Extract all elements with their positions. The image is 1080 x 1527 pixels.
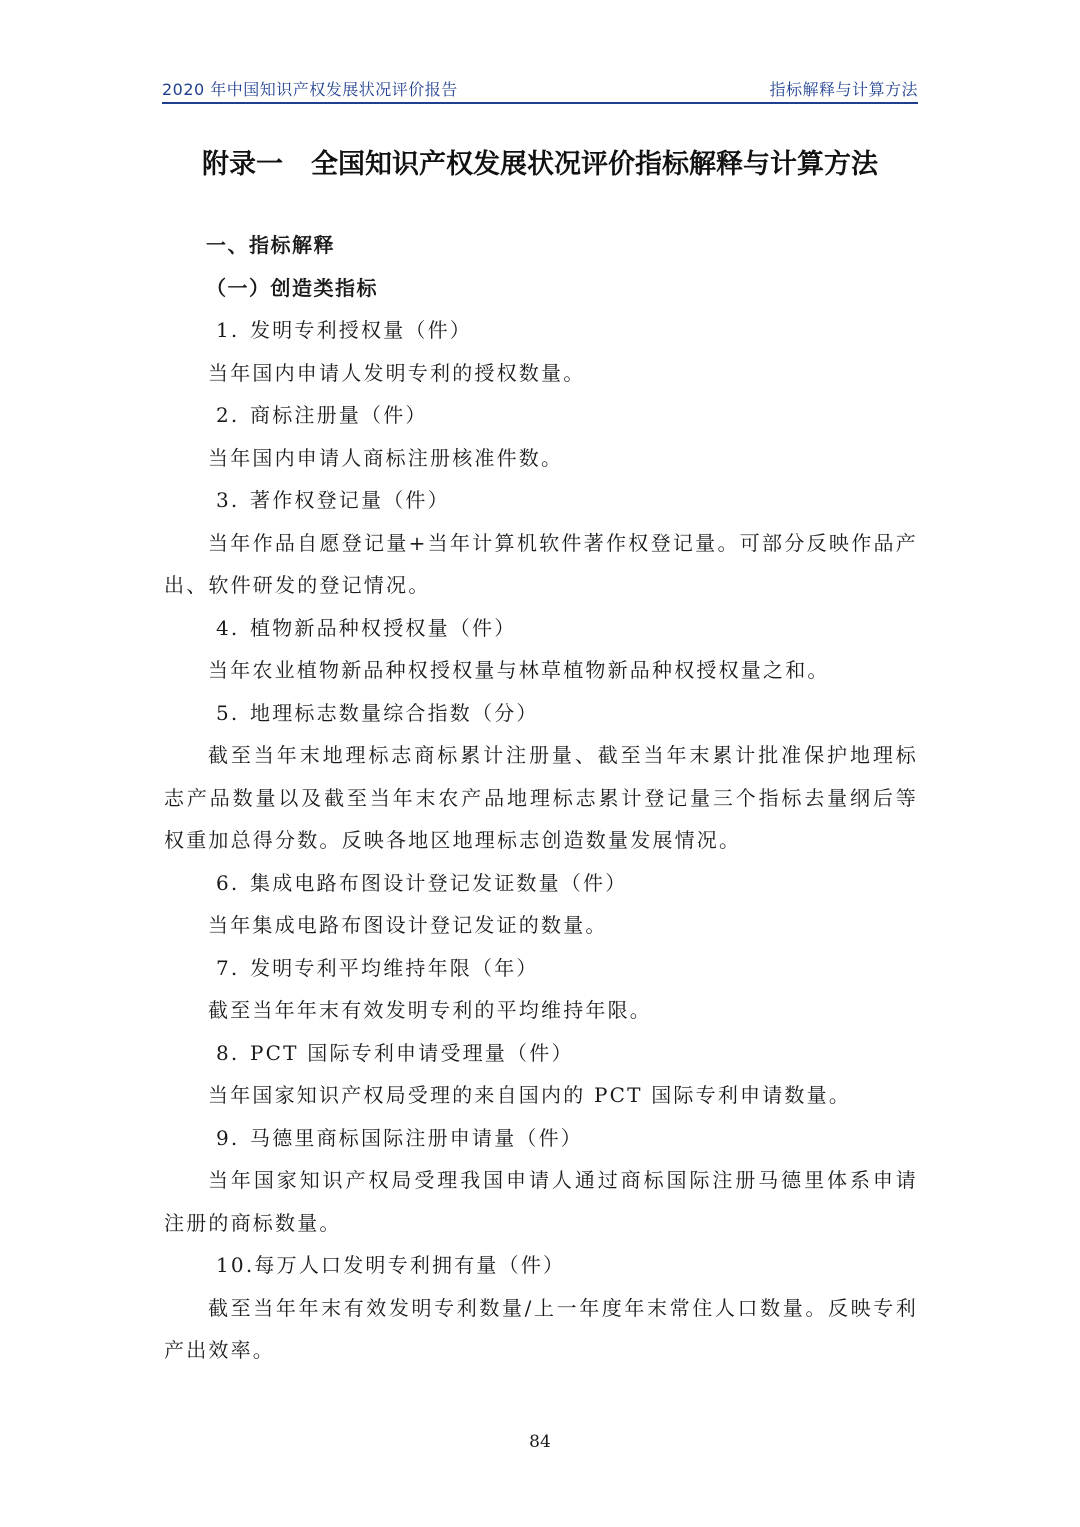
indicator-item: [164, 309, 918, 394]
title-prefix: 附录一: [202, 149, 283, 180]
indicator-item: [164, 1117, 918, 1245]
header-section-title: 指标解释与计算方法: [769, 80, 918, 99]
indicator-item: [164, 394, 918, 479]
header-report-title: 2020 年中国知识产权发展状况评价报告: [162, 80, 458, 99]
indicator-description: 截至当年年末有效发明专利数量/上一年度年末常住人口数量。反映专利产出效率。: [164, 1295, 918, 1362]
title-main: 全国知识产权发展状况评价指标解释与计算方法: [311, 149, 878, 180]
indicator-item: [164, 479, 918, 607]
indicator-name: 9. 马德里商标国际注册申请量（件）: [216, 1125, 583, 1150]
running-header: [162, 74, 918, 104]
indicator-item: [164, 607, 918, 692]
indicator-name: 5. 地理标志数量综合指数（分）: [216, 700, 539, 725]
indicator-name: 7. 发明专利平均维持年限（年）: [216, 955, 539, 980]
page-title: [0, 142, 1080, 181]
indicator-description: 截至当年末地理标志商标累计注册量、截至当年末累计批准保护地理标志产品数量以及截至当年末农产品地理标志累计登记量三个指标去量纲后等权重加总得分数。反映各地区地理标志创造数量发展情况。: [164, 743, 918, 852]
indicator-description: 当年国内申请人商标注册核准件数。: [208, 445, 564, 470]
document-body: [164, 224, 918, 1372]
section-heading: 一、指标解释: [206, 233, 335, 257]
indicator-item: [164, 947, 918, 1032]
indicator-description: 当年国内申请人发明专利的授权数量。: [208, 360, 586, 385]
indicator-item: [164, 862, 918, 947]
indicator-item: [164, 692, 918, 862]
indicator-description: 当年国家知识产权局受理的来自国内的 PCT 国际专利申请数量。: [208, 1083, 852, 1107]
indicator-item: [164, 1032, 918, 1117]
indicator-name: 4. 植物新品种权授权量（件）: [216, 615, 517, 640]
page-number: 84: [529, 1432, 551, 1452]
indicator-item: [164, 1244, 918, 1372]
indicator-name: 8. PCT 国际专利申请受理量（件）: [216, 1040, 574, 1065]
subsection-heading: （一）创造类指标: [206, 275, 378, 300]
indicator-description: 截至当年年末有效发明专利的平均维持年限。: [208, 998, 652, 1022]
indicator-name: 1. 发明专利授权量（件）: [216, 318, 472, 342]
indicator-description: 当年农业植物新品种权授权量与林草植物新品种权授权量之和。: [208, 658, 830, 682]
indicator-description: 当年国家知识产权局受理我国申请人通过商标国际注册马德里体系申请注册的商标数量。: [164, 1168, 918, 1235]
indicator-name: 3. 著作权登记量（件）: [216, 488, 450, 512]
indicator-name: 10.每万人口发明专利拥有量（件）: [216, 1253, 566, 1277]
indicator-description: 当年集成电路布图设计登记发证的数量。: [208, 913, 608, 937]
indicator-description: 当年作品自愿登记量+当年计算机软件著作权登记量。可部分反映作品产出、软件研发的登记情况。: [164, 530, 918, 597]
indicator-name: 2. 商标注册量（件）: [216, 403, 428, 427]
indicator-name: 6. 集成电路布图设计登记发证数量（件）: [216, 870, 628, 895]
